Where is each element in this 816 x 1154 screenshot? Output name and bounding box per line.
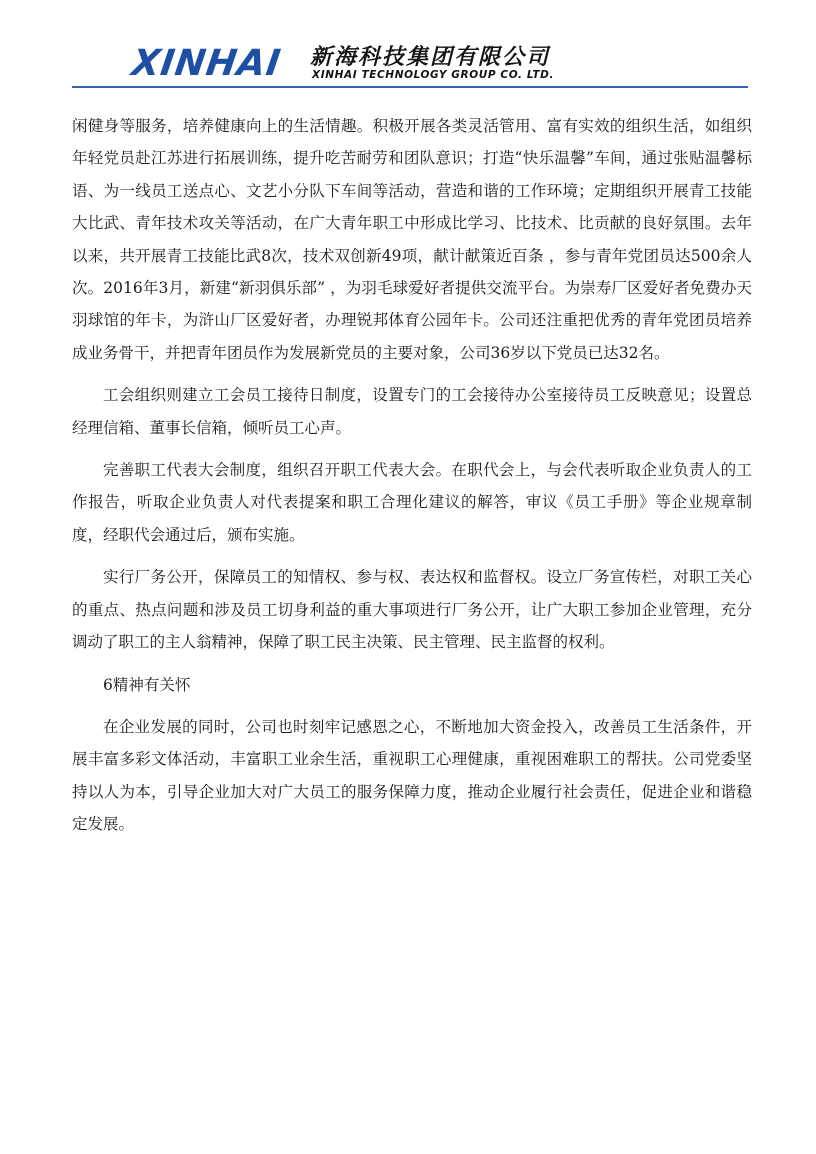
company-logo-wordmark: XINHAI <box>129 43 284 84</box>
section-heading: 6精神有关怀 <box>103 675 191 694</box>
document-body <box>72 110 752 851</box>
paragraph-union-reception: 工会组织则建立工会员工接待日制度，设置专门的工会接待办公室接待员工反映意见；设置总经理信箱、董事长信箱，倾听员工心声。 <box>72 386 752 437</box>
company-name-english: XINHAI TECHNOLOGY GROUP CO. LTD. <box>312 69 555 81</box>
company-name-chinese: 新海科技集团有限公司 <box>310 45 551 70</box>
header-divider <box>72 86 748 88</box>
paragraph-workers-congress: 完善职工代表大会制度，组织召开职工代表大会。在职代会上，与会代表听取企业负责人的工作报告，听取企业负责人对代表提案和职工合理化建议的解答，审议《员工手册》等企业规章制度，经职代会通过后，颁布实施。 <box>72 461 752 544</box>
paragraph-care: 在企业发展的同时，公司也时刻牢记感恩之心，不断地加大资金投入，改善员工生活条件，开展丰富多彩文体活动，丰富职工业余生活，重视职工心理健康，重视困难职工的帮扶。公司党委坚持以人为本，引导企业加大对广大员工的服务保障力度，推动企业履行社会责任，促进企业和谐稳定发展。 <box>72 717 752 834</box>
page-header <box>0 0 816 92</box>
paragraph-continued: 闲健身等服务，培养健康向上的生活情趣。积极开展各类灵活管用、富有实效的组织生活，如组织年轻党员赴江苏进行拓展训练，提升吃苦耐劳和团队意识；打造“快乐温馨”车间，通过张贴温馨标语、为一线员工送点心、文艺小分队下车间等活动，营造和谐的工作环境；定期组织开展青工技能大比武、青年技术攻关等活动，在广大青年职工中形成比学习、比技术、比贡献的良好氛围。去年以来，共开展青工技能比武8次，技术双创新49项，献计献策近百条 ，参与青年党团员达500余人次。2016年3月，新建“新羽俱乐部” ，为羽毛球爱好者提供交流平台。为崇寿厂区爱好者免费办天羽球馆的年卡，为浒山厂区爱好者，办理锐邦体育公园年卡。公司还注重把优秀的青年党团员培养成业务骨干，并把青年团员作为发展新党员的主要对象，公司36岁以下党员已达32名。 <box>72 117 752 362</box>
paragraph-factory-transparency: 实行厂务公开，保障员工的知情权、参与权、表达权和监督权。设立厂务宣传栏，对职工关心的重点、热点问题和涉及员工切身利益的重大事项进行厂务公开，让广大职工参加企业管理，充分调动了职工的主人翁精神，保障了职工民主决策、民主管理、民主监督的权利。 <box>72 568 752 652</box>
